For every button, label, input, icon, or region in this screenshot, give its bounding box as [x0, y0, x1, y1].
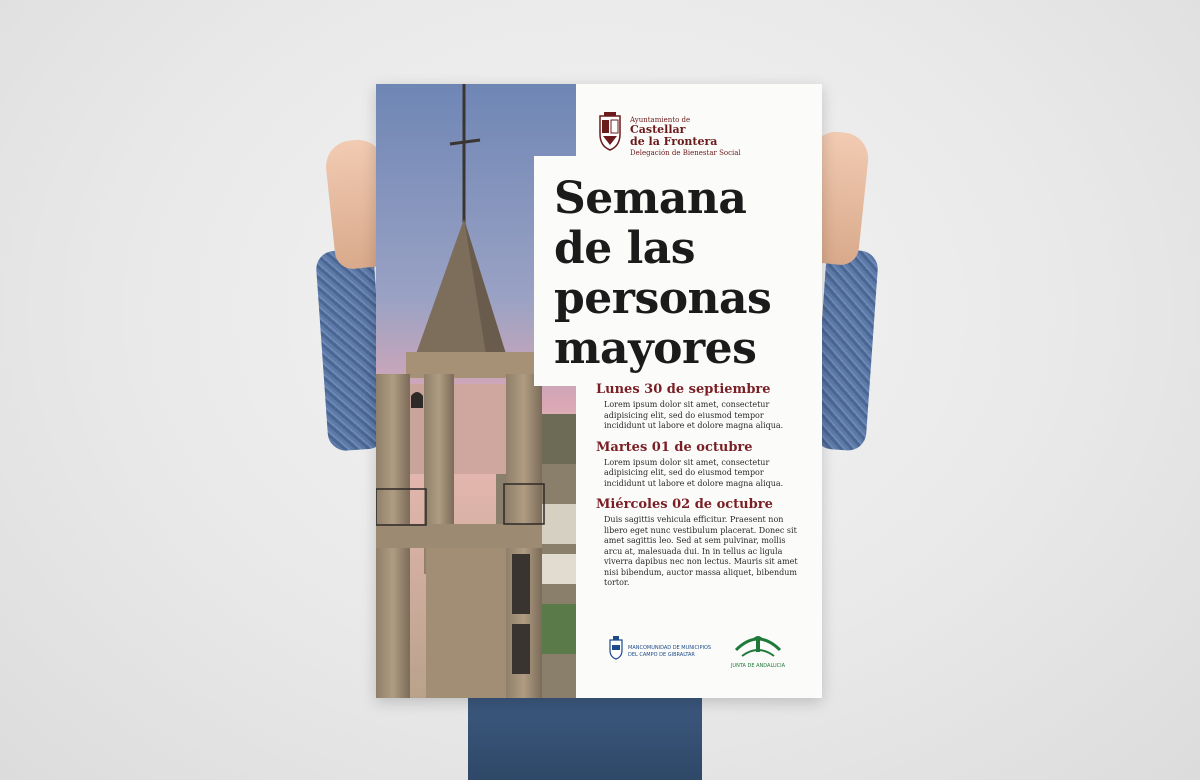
logo-line-1: Ayuntamiento de — [630, 116, 691, 124]
schedule-item — [596, 497, 806, 589]
jeans — [468, 690, 702, 780]
junta-logo — [728, 630, 788, 672]
poster-title — [554, 174, 822, 374]
castellar-crest-icon — [596, 112, 624, 152]
junta-text: JUNTA DE ANDALUCIA — [730, 663, 786, 669]
logo-line-2: Castellar — [630, 123, 686, 136]
mancomunidad-crest-icon — [608, 636, 624, 660]
schedule-text: Lorem ipsum dolor sit amet, consectetur adipisicing elit, sed do eiusmod tempor incididunt ut labore et dolore magna aliqua. — [604, 400, 784, 430]
mancomunidad-text — [628, 645, 711, 659]
junta-emblem-icon — [728, 630, 788, 662]
schedule-day: Martes 01 de octubre — [596, 439, 753, 455]
schedule-text: Lorem ipsum dolor sit amet, consectetur adipisicing elit, sed do eiusmod tempor incididunt ut labore et dolore magna aliqua. — [604, 457, 784, 488]
schedule-text: Duis sagittis vehicula efficitur. Praesent non libero eget nunc vestibulum placerat. Donec sit amet sagittis leo. Sed at sem pulvinar, mollis arcu at, malesuada dui. In in tellus ac ligula viverra dapibus nec non lectus. Mauris sit amet nisi bibendum, auctor massa aliquet, bibendum tortor. — [604, 515, 798, 587]
logo-line-4: Delegación de Bienestar Social — [630, 149, 741, 157]
title-line: personas — [554, 273, 772, 324]
title-line: mayores — [554, 323, 757, 374]
schedule-day: Miércoles 02 de octubre — [596, 497, 773, 512]
schedule — [596, 382, 806, 597]
schedule-item — [596, 440, 806, 490]
title-line: Semana — [554, 173, 747, 224]
mancomunidad-line-1: MANCOMUNIDAD DE MUNICIPIOS — [628, 645, 712, 651]
ayuntamiento-logo — [596, 112, 796, 160]
logo-line-3: de la Frontera — [630, 135, 718, 148]
right-arm — [813, 248, 879, 451]
poster — [376, 84, 822, 698]
mancomunidad-logo — [608, 636, 728, 666]
title-line: de las — [554, 223, 696, 274]
schedule-item — [596, 382, 806, 432]
schedule-day: Lunes 30 de septiembre — [596, 382, 771, 397]
mancomunidad-line-2: DEL CAMPO DE GIBRALTAR — [628, 652, 695, 658]
